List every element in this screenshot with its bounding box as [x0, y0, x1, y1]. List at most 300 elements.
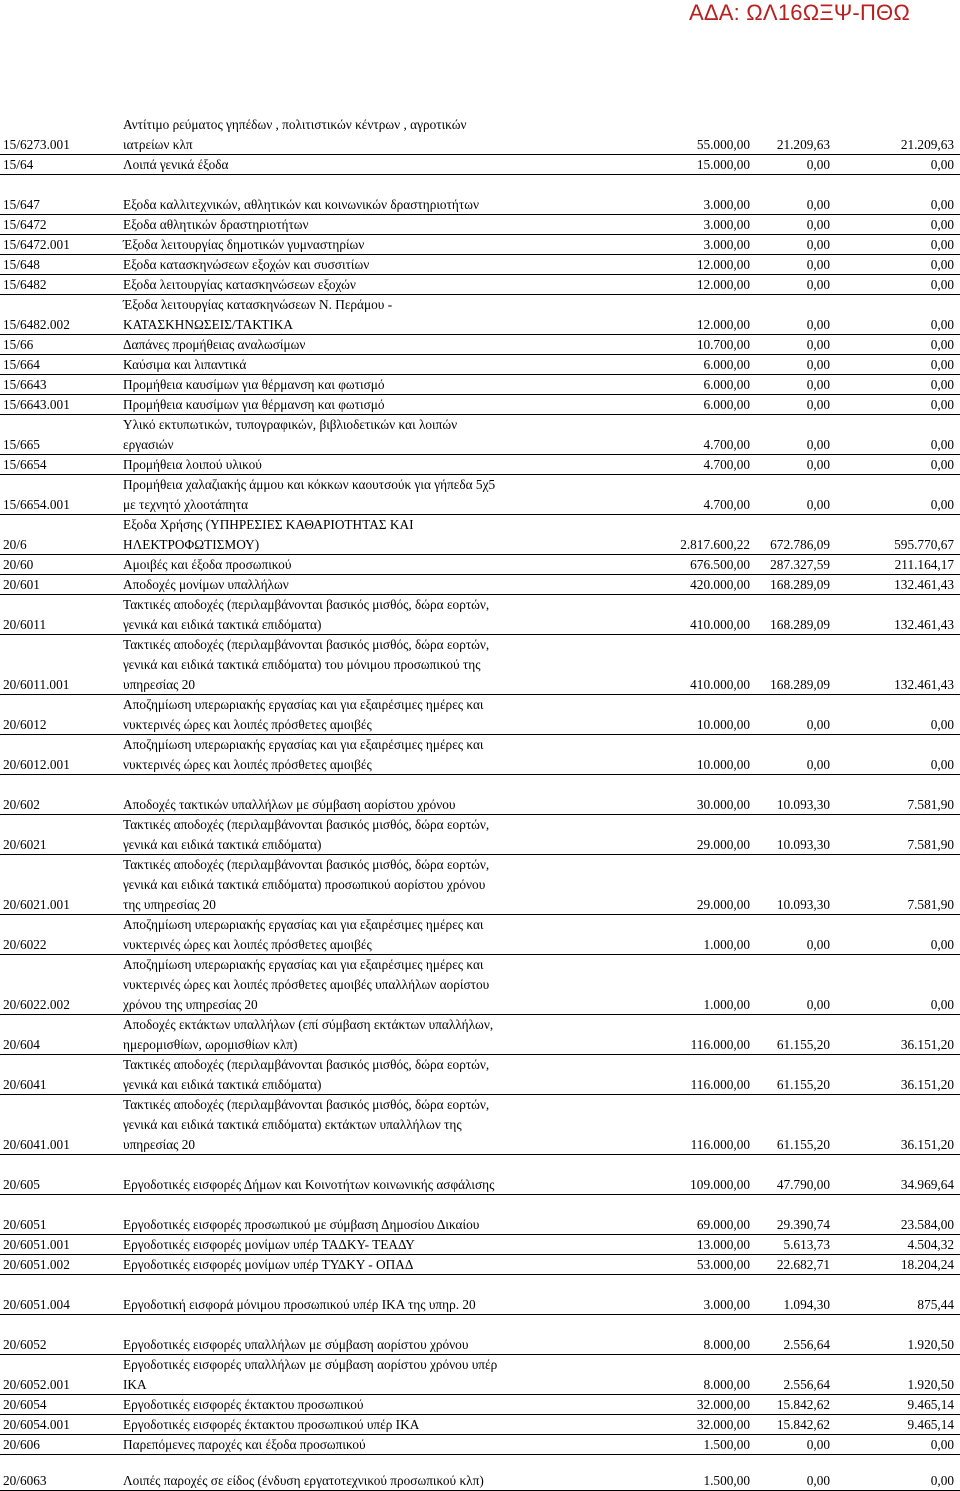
description-line: Εξοδα λειτουργίας κατασκηνώσεων εξοχών: [123, 277, 356, 292]
table-row: [0, 814, 960, 855]
budgeted-amount: 4.700,00: [703, 437, 750, 452]
table-row: [0, 394, 960, 415]
description-line: Καύσιμα και λιπαντικά: [123, 357, 247, 372]
account-code: 20/6011.001: [3, 677, 70, 692]
table-row: [0, 1334, 960, 1355]
description-line: γενικά και ειδικά τακτικά επιδόματα): [123, 617, 322, 632]
table-row: [0, 1354, 960, 1395]
budgeted-amount: 12.000,00: [696, 277, 750, 292]
description-line: Λοιπά γενικά έξοδα: [123, 157, 229, 172]
paid-amount: 0,00: [930, 257, 954, 272]
committed-amount: 2.556,64: [783, 1337, 830, 1352]
paid-amount: 23.584,00: [900, 1217, 954, 1232]
description-line: Εξοδα αθλητικών δραστηριοτήτων: [123, 217, 309, 232]
account-code: 20/6021.001: [3, 897, 70, 912]
account-description: [123, 1015, 623, 1055]
account-description: [123, 235, 623, 255]
paid-amount: 0,00: [930, 437, 954, 452]
account-description: [123, 815, 623, 855]
table-row: [0, 294, 960, 335]
description-line: Λοιπές παροχές σε είδος (ένδυση εργατοτεχνικού προσωπικού κλπ): [123, 1473, 484, 1488]
committed-amount: 15.842,62: [776, 1397, 830, 1412]
budgeted-amount: 53.000,00: [696, 1257, 750, 1272]
committed-amount: 61.155,20: [776, 1077, 830, 1092]
account-code: 20/602: [3, 797, 40, 812]
description-line: γενικά και ειδικά τακτικά επιδόματα): [123, 1077, 322, 1092]
account-code: 20/604: [3, 1037, 40, 1052]
account-code: 20/6051.004: [3, 1297, 70, 1312]
committed-amount: 168.289,09: [770, 617, 830, 632]
paid-amount: 0,00: [930, 237, 954, 252]
budgeted-amount: 15.000,00: [696, 157, 750, 172]
table-row: [0, 1294, 960, 1315]
table-row: [0, 414, 960, 455]
budgeted-amount: 410.000,00: [690, 677, 750, 692]
description-line: Τακτικές αποδοχές (περιλαμβάνονται βασικός μισθός, δώρα εορτών,: [123, 1097, 490, 1112]
description-line: Εργοδοτικές εισφορές προσωπικού με σύμβαση Δημοσίου Δικαίου: [123, 1217, 480, 1232]
description-line: Προμήθεια χαλαζιακής άμμου και κόκκων καουτσούκ για γήπεδα 5χ5: [123, 477, 496, 492]
table-row: [0, 514, 960, 555]
account-description: [123, 1215, 623, 1235]
budgeted-amount: 3.000,00: [703, 1297, 750, 1312]
budgeted-amount: 6.000,00: [703, 377, 750, 392]
committed-amount: 0,00: [806, 437, 830, 452]
budgeted-amount: 30.000,00: [696, 797, 750, 812]
budgeted-amount: 3.000,00: [703, 217, 750, 232]
account-description: [123, 515, 623, 555]
table-row: [0, 554, 960, 575]
committed-amount: 0,00: [806, 237, 830, 252]
description-line: χρόνου της υπηρεσίας 20: [123, 997, 258, 1012]
paid-amount: 0,00: [930, 197, 954, 212]
description-line: γενικά και ειδικά τακτικά επιδόματα): [123, 837, 322, 852]
account-description: [123, 555, 623, 575]
committed-amount: 15.842,62: [776, 1417, 830, 1432]
paid-amount: 0,00: [930, 1437, 954, 1452]
committed-amount: 0,00: [806, 277, 830, 292]
ada-identifier: ΑΔΑ: ΩΛ16ΩΞΨ-ΠΘΩ: [689, 0, 910, 25]
table-row: [0, 1174, 960, 1195]
description-line: ιατρείων κλπ: [123, 137, 193, 152]
description-line: νυκτερινές ώρες και λοιπές πρόσθετες αμοιβές υπαλλήλων αορίστου: [123, 977, 490, 992]
account-description: [123, 275, 623, 295]
committed-amount: 287.327,59: [770, 557, 830, 572]
paid-amount: 0,00: [930, 337, 954, 352]
table-row: [0, 254, 960, 275]
description-line: Αποζημίωση υπερωριακής εργασίας και για εξαιρέσιμες ημέρες και: [123, 917, 484, 932]
account-code: 20/6063: [3, 1473, 47, 1488]
account-code: 20/6: [3, 537, 27, 552]
account-description: [123, 575, 623, 595]
committed-amount: 0,00: [806, 337, 830, 352]
account-description: [123, 1415, 623, 1435]
table-row: [0, 454, 960, 475]
description-line: Αποζημίωση υπερωριακής εργασίας και για εξαιρέσιμες ημέρες και: [123, 697, 484, 712]
paid-amount: 36.151,20: [900, 1077, 954, 1092]
budgeted-amount: 116.000,00: [690, 1137, 750, 1152]
description-line: Αποζημίωση υπερωριακής εργασίας και για εξαιρέσιμες ημέρες και: [123, 737, 484, 752]
account-description: [123, 795, 623, 815]
description-line: Έξοδα λειτουργίας κατασκηνώσεων Ν. Περάμου -: [123, 297, 393, 312]
account-code: 20/6051.002: [3, 1257, 70, 1272]
budgeted-amount: 6.000,00: [703, 397, 750, 412]
table-row: [0, 1394, 960, 1415]
paid-amount: 36.151,20: [900, 1137, 954, 1152]
budgeted-amount: 4.700,00: [703, 497, 750, 512]
description-line: Αποδοχές μονίμων υπαλλήλων: [123, 577, 289, 592]
description-line: Έξοδα λειτουργίας δημοτικών γυμναστηρίων: [123, 237, 365, 252]
table-row: [0, 1234, 960, 1255]
account-description: [123, 395, 623, 415]
table-row: [0, 914, 960, 955]
table-row: [0, 354, 960, 375]
paid-amount: 0,00: [930, 157, 954, 172]
account-description: [123, 1255, 623, 1275]
committed-amount: 168.289,09: [770, 577, 830, 592]
account-description: [123, 1355, 623, 1395]
table-row: [0, 1254, 960, 1275]
description-line: Εργοδοτικές εισφορές έκτακτου προσωπικού υπέρ ΙΚΑ: [123, 1417, 420, 1432]
account-description: [123, 215, 623, 235]
paid-amount: 0,00: [930, 1473, 954, 1488]
committed-amount: 0,00: [806, 757, 830, 772]
budgeted-amount: 4.700,00: [703, 457, 750, 472]
description-line: νυκτερινές ώρες και λοιπές πρόσθετες αμοιβές: [123, 937, 372, 952]
description-line: Αμοιβές και έξοδα προσωπικού: [123, 557, 292, 572]
table-row: [0, 1054, 960, 1095]
account-code: 15/6643.001: [3, 397, 70, 412]
description-line: Αποδοχές τακτικών υπαλλήλων με σύμβαση αορίστου χρόνου: [123, 797, 456, 812]
paid-amount: 0,00: [930, 357, 954, 372]
paid-amount: 36.151,20: [900, 1037, 954, 1052]
account-code: 20/6041.001: [3, 1137, 70, 1152]
paid-amount: 9.465,14: [907, 1397, 954, 1412]
table-row: [0, 274, 960, 295]
account-description: [123, 1395, 623, 1415]
description-line: γενικά και ειδικά τακτικά επιδόματα) εκτάκτων υπαλλήλων της: [123, 1117, 462, 1132]
committed-amount: 0,00: [806, 377, 830, 392]
committed-amount: 0,00: [806, 397, 830, 412]
description-line: Εργοδοτική εισφορά μόνιμου προσωπικού υπέρ ΙΚΑ της υπηρ. 20: [123, 1297, 476, 1312]
table-row: [0, 234, 960, 255]
description-line: Τακτικές αποδοχές (περιλαμβάνονται βασικός μισθός, δώρα εορτών,: [123, 817, 490, 832]
account-description: [123, 375, 623, 395]
account-description: [123, 915, 623, 955]
account-code: 20/6051.001: [3, 1237, 70, 1252]
committed-amount: 0,00: [806, 157, 830, 172]
description-line: Εργοδοτικές εισφορές Δήμων και Κοινοτήτων κοινωνικής ασφάλισης: [123, 1177, 495, 1192]
account-description: [123, 355, 623, 375]
paid-amount: 0,00: [930, 757, 954, 772]
account-code: 20/6052: [3, 1337, 47, 1352]
paid-amount: 132.461,43: [894, 677, 954, 692]
account-code: 15/6472.001: [3, 237, 70, 252]
paid-amount: 132.461,43: [894, 577, 954, 592]
description-line: Δαπάνες προμήθειας αναλωσίμων: [123, 337, 306, 352]
account-description: [123, 1095, 623, 1155]
committed-amount: 672.786,09: [770, 537, 830, 552]
budgeted-amount: 3.000,00: [703, 197, 750, 212]
account-description: [123, 635, 623, 695]
account-code: 20/605: [3, 1177, 40, 1192]
paid-amount: 4.504,32: [907, 1237, 954, 1252]
table-row: [0, 1434, 960, 1455]
table-row: [0, 1094, 960, 1155]
budgeted-amount: 10.000,00: [696, 717, 750, 732]
table-row: [0, 794, 960, 815]
description-line: Προμήθεια καυσίμων για θέρμανση και φωτισμό: [123, 397, 385, 412]
committed-amount: 61.155,20: [776, 1037, 830, 1052]
committed-amount: 5.613,73: [783, 1237, 830, 1252]
description-line: Αντίτιμο ρεύματος γηπέδων , πολιτιστικών κέντρων , αγροτικών: [123, 117, 467, 132]
account-code: 15/665: [3, 437, 40, 452]
budgeted-amount: 410.000,00: [690, 617, 750, 632]
account-code: 20/6012.001: [3, 757, 70, 772]
account-code: 15/647: [3, 197, 40, 212]
budgeted-amount: 13.000,00: [696, 1237, 750, 1252]
description-line: υπηρεσίας 20: [123, 1137, 196, 1152]
table-row: [0, 1014, 960, 1055]
paid-amount: 0,00: [930, 457, 954, 472]
account-code: 15/6482.002: [3, 317, 70, 332]
committed-amount: 0,00: [806, 357, 830, 372]
account-code: 20/6022: [3, 937, 47, 952]
budgeted-amount: 29.000,00: [696, 897, 750, 912]
account-description: [123, 455, 623, 475]
table-row: [0, 1214, 960, 1235]
description-line: με τεχνητό χλοοτάπητα: [123, 497, 249, 512]
budgeted-amount: 109.000,00: [690, 1177, 750, 1192]
paid-amount: 7.581,90: [907, 897, 954, 912]
table-row: [0, 474, 960, 515]
account-description: [123, 475, 623, 515]
account-code: 15/6482: [3, 277, 47, 292]
paid-amount: 0,00: [930, 997, 954, 1012]
description-line: υπηρεσίας 20: [123, 677, 196, 692]
budgeted-amount: 1.000,00: [703, 937, 750, 952]
table-row: [0, 214, 960, 235]
paid-amount: 7.581,90: [907, 837, 954, 852]
description-line: Προμήθεια λοιπού υλικού: [123, 457, 262, 472]
account-description: [123, 735, 623, 775]
committed-amount: 22.682,71: [776, 1257, 830, 1272]
account-description: [123, 195, 623, 215]
account-description: [123, 335, 623, 355]
account-code: 20/6054: [3, 1397, 47, 1412]
committed-amount: 0,00: [806, 257, 830, 272]
description-line: Τακτικές αποδοχές (περιλαμβάνονται βασικός μισθός, δώρα εορτών,: [123, 637, 490, 652]
description-line: γενικά και ειδικά τακτικά επιδόματα) προσωπικού αορίστου χρόνου: [123, 877, 486, 892]
account-description: [123, 255, 623, 275]
description-line: Αποζημίωση υπερωριακής εργασίας και για εξαιρέσιμες ημέρες και: [123, 957, 484, 972]
budgeted-amount: 1.500,00: [703, 1473, 750, 1488]
budgeted-amount: 10.000,00: [696, 757, 750, 772]
committed-amount: 10.093,30: [776, 837, 830, 852]
description-line: Εργοδοτικές εισφορές υπαλλήλων με σύμβαση αορίστου χρόνου υπέρ: [123, 1357, 498, 1372]
description-line: Τακτικές αποδοχές (περιλαμβάνονται βασικός μισθός, δώρα εορτών,: [123, 597, 490, 612]
budgeted-amount: 10.700,00: [696, 337, 750, 352]
budgeted-amount: 8.000,00: [703, 1377, 750, 1392]
paid-amount: 1.920,50: [907, 1337, 954, 1352]
description-line: Εργοδοτικές εισφορές υπαλλήλων με σύμβαση αορίστου χρόνου: [123, 1337, 469, 1352]
account-description: [123, 295, 623, 335]
budgeted-amount: 676.500,00: [690, 557, 750, 572]
account-description: [123, 1295, 623, 1315]
committed-amount: 0,00: [806, 1473, 830, 1488]
account-code: 15/6643: [3, 377, 47, 392]
paid-amount: 0,00: [930, 497, 954, 512]
paid-amount: 0,00: [930, 277, 954, 292]
description-line: της υπηρεσίας 20: [123, 897, 216, 912]
budgeted-amount: 32.000,00: [696, 1417, 750, 1432]
paid-amount: 132.461,43: [894, 617, 954, 632]
description-line: Αποδοχές εκτάκτων υπαλλήλων (επί σύμβαση εκτάκτων υπαλλήλων,: [123, 1017, 494, 1032]
account-code: 20/6054.001: [3, 1417, 70, 1432]
account-code: 15/664: [3, 357, 40, 372]
committed-amount: 0,00: [806, 217, 830, 232]
account-description: [123, 1435, 623, 1455]
paid-amount: 18.204,24: [900, 1257, 954, 1272]
table-row: [0, 574, 960, 595]
budgeted-amount: 116.000,00: [690, 1077, 750, 1092]
description-line: Εργοδοτικές εισφορές έκτακτου προσωπικού: [123, 1397, 364, 1412]
description-line: ΙΚΑ: [123, 1377, 147, 1392]
budgeted-amount: 1.000,00: [703, 997, 750, 1012]
table-row: [0, 954, 960, 1015]
committed-amount: 1.094,30: [783, 1297, 830, 1312]
account-description: [123, 155, 623, 175]
description-line: Εργοδοτικές εισφορές μονίμων υπέρ ΤΑΔΚΥ- ΤΕΑΔΥ: [123, 1237, 415, 1252]
account-code: 20/6041: [3, 1077, 47, 1092]
account-code: 20/6052.001: [3, 1377, 70, 1392]
description-line: ΗΛΕΚΤΡΟΦΩΤΙΣΜΟΥ): [123, 537, 260, 552]
description-line: Παρεπόμενες παροχές και έξοδα προσωπικού: [123, 1437, 366, 1452]
committed-amount: 21.209,63: [776, 137, 830, 152]
committed-amount: 10.093,30: [776, 797, 830, 812]
description-line: ΚΑΤΑΣΚΗΝΩΣΕΙΣ/ΤΑΚΤΙΚΑ: [123, 317, 293, 332]
budgeted-amount: 3.000,00: [703, 237, 750, 252]
paid-amount: 7.581,90: [907, 797, 954, 812]
table-row: [0, 114, 960, 155]
budgeted-amount: 12.000,00: [696, 317, 750, 332]
description-line: ημερομισθίων, ωρομισθίων κλπ): [123, 1037, 298, 1052]
table-row: [0, 734, 960, 775]
budgeted-amount: 55.000,00: [696, 137, 750, 152]
committed-amount: 0,00: [806, 997, 830, 1012]
paid-amount: 595.770,67: [894, 537, 954, 552]
budgeted-amount: 69.000,00: [696, 1217, 750, 1232]
committed-amount: 10.093,30: [776, 897, 830, 912]
account-description: [123, 115, 623, 155]
description-line: Υλικό εκτυπωτικών, τυπογραφικών, βιβλιοδετικών και λοιπών: [123, 417, 458, 432]
table-row: [0, 694, 960, 735]
paid-amount: 0,00: [930, 317, 954, 332]
committed-amount: 0,00: [806, 937, 830, 952]
budgeted-amount: 12.000,00: [696, 257, 750, 272]
account-description: [123, 1235, 623, 1255]
budgeted-amount: 2.817.600,22: [680, 537, 750, 552]
account-code: 15/64: [3, 157, 34, 172]
budgeted-amount: 116.000,00: [690, 1037, 750, 1052]
account-code: 20/6011: [3, 617, 47, 632]
account-code: 15/648: [3, 257, 40, 272]
account-description: [123, 855, 623, 915]
committed-amount: 0,00: [806, 197, 830, 212]
table-row: [0, 594, 960, 635]
account-code: 20/601: [3, 577, 40, 592]
account-description: [123, 695, 623, 735]
description-line: Εξοδα Χρήσης (ΥΠΗΡΕΣΙΕΣ ΚΑΘΑΡΙΟΤΗΤΑΣ ΚΑΙ: [123, 517, 414, 532]
table-row: [0, 1470, 960, 1491]
account-code: 20/6022.002: [3, 997, 70, 1012]
budgeted-amount: 1.500,00: [703, 1437, 750, 1452]
description-line: νυκτερινές ώρες και λοιπές πρόσθετες αμοιβές: [123, 717, 372, 732]
budgeted-amount: 29.000,00: [696, 837, 750, 852]
account-code: 20/6051: [3, 1217, 47, 1232]
paid-amount: 0,00: [930, 717, 954, 732]
description-line: εργασιών: [123, 437, 174, 452]
paid-amount: 0,00: [930, 217, 954, 232]
budgeted-amount: 6.000,00: [703, 357, 750, 372]
committed-amount: 2.556,64: [783, 1377, 830, 1392]
paid-amount: 0,00: [930, 377, 954, 392]
account-code: 15/66: [3, 337, 34, 352]
account-code: 15/6273.001: [3, 137, 70, 152]
paid-amount: 1.920,50: [907, 1377, 954, 1392]
account-code: 15/6472: [3, 217, 47, 232]
committed-amount: 61.155,20: [776, 1137, 830, 1152]
account-code: 15/6654: [3, 457, 47, 472]
paid-amount: 21.209,63: [900, 137, 954, 152]
account-code: 15/6654.001: [3, 497, 70, 512]
budgeted-amount: 420.000,00: [690, 577, 750, 592]
table-row: [0, 854, 960, 915]
table-row: [0, 634, 960, 695]
budgeted-amount: 32.000,00: [696, 1397, 750, 1412]
account-code: 20/60: [3, 557, 34, 572]
table-row: [0, 374, 960, 395]
paid-amount: 875,44: [917, 1297, 954, 1312]
description-line: Εξοδα κατασκηνώσεων εξοχών και συσσιτίων: [123, 257, 370, 272]
paid-amount: 34.969,64: [900, 1177, 954, 1192]
account-description: [123, 595, 623, 635]
description-line: Τακτικές αποδοχές (περιλαμβάνονται βασικός μισθός, δώρα εορτών,: [123, 857, 490, 872]
budgeted-amount: 8.000,00: [703, 1337, 750, 1352]
committed-amount: 168.289,09: [770, 677, 830, 692]
account-description: [123, 415, 623, 455]
account-description: [123, 1175, 623, 1195]
committed-amount: 0,00: [806, 1437, 830, 1452]
account-code: 20/6021: [3, 837, 47, 852]
committed-amount: 47.790,00: [776, 1177, 830, 1192]
table-row: [0, 334, 960, 355]
committed-amount: 0,00: [806, 497, 830, 512]
description-line: γενικά και ειδικά τακτικά επιδόματα) του μόνιμου προσωπικού της: [123, 657, 481, 672]
table-row: [0, 154, 960, 175]
paid-amount: 0,00: [930, 397, 954, 412]
committed-amount: 0,00: [806, 717, 830, 732]
paid-amount: 211.164,17: [894, 557, 954, 572]
account-description: [123, 955, 623, 1015]
committed-amount: 29.390,74: [776, 1217, 830, 1232]
committed-amount: 0,00: [806, 317, 830, 332]
account-description: [123, 1335, 623, 1355]
description-line: Προμήθεια καυσίμων για θέρμανση και φωτισμό: [123, 377, 385, 392]
description-line: Εξοδα καλλιτεχνικών, αθλητικών και κοινωνικών δραστηριοτήτων: [123, 197, 479, 212]
account-description: [123, 1055, 623, 1095]
paid-amount: 0,00: [930, 937, 954, 952]
table-row: [0, 194, 960, 215]
